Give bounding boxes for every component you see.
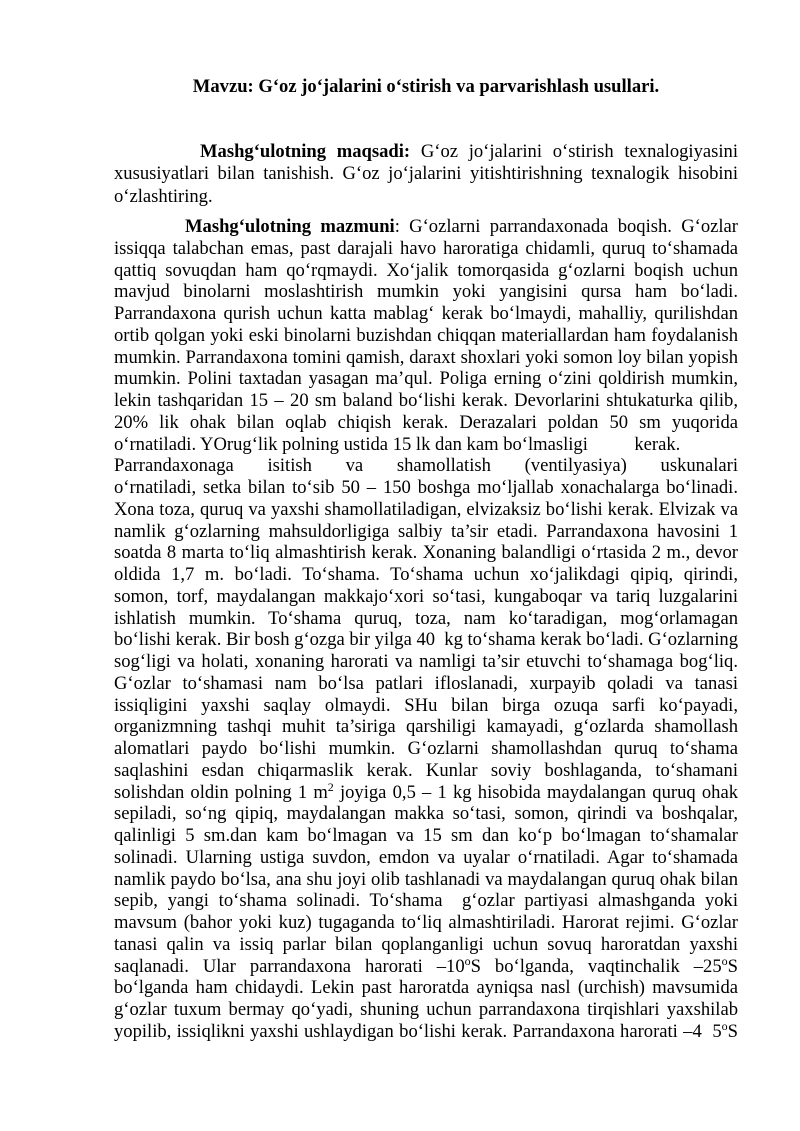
line-text: somon, torf, maydalangan makkajo‘xori so‘tasi, kungaboqar va tariq luzgalarini	[114, 585, 738, 607]
line-text: G‘ozlar to‘shamasi nam bo‘lsa patlari ifloslanadi, xurpayib qoladi va tanasi	[114, 672, 738, 694]
text-line	[114, 542, 738, 564]
text-line	[114, 163, 738, 185]
text-line	[114, 303, 738, 325]
text-line	[114, 325, 738, 347]
superscript: o	[721, 953, 728, 968]
line-text: mavjud binolarni moslashtirish mumkin yoki yangisini qursa ham bo‘ladi.	[114, 281, 738, 303]
text-line	[114, 977, 738, 999]
text-line	[114, 779, 738, 804]
line-text: o‘rnatiladi, setka bilan to‘sib 50 – 150 boshga mo‘ljallab xonachalarga bo‘linadi.	[114, 477, 738, 498]
line-text	[114, 1018, 738, 1042]
line-text: sog‘ligi va holati, xonaning harorati va namligi ta’sir etuvchi to‘shamaga bog‘liq.	[114, 651, 738, 672]
text-line	[114, 738, 738, 760]
line-text: ortib qolgan yoki eski binolarni buzishdan chiqqan materiallardan ham foydalanish	[114, 324, 738, 346]
text-line	[114, 760, 738, 782]
line-segment: saqlanadi. Ular parrandaxona harorati –10	[114, 955, 465, 977]
line-segment: : G‘ozlarni parrandaxonada boqish. G‘ozlar	[394, 216, 739, 237]
line-text: bo‘lishi kerak. Bir bosh g‘ozga bir yilga 40 kg to‘shama kerak bo‘ladi. G‘ozlarning	[114, 629, 738, 651]
text-line	[114, 434, 738, 456]
line-text: solinadi. Ularning ustiga suvdon, emdon va uyalar o‘rnatiladi. Agar to‘shamada	[114, 846, 738, 868]
text-line	[114, 629, 738, 651]
goal-paragraph	[114, 141, 738, 208]
line-text	[114, 953, 738, 977]
line-text: issiqligini yaxshi saqlay olmaydi. SHu bilan birga ozuqa sarfi ko‘payadi,	[114, 694, 738, 716]
line-text: oldida 1,7 m. bo‘ladi. To‘shama. To‘shama uchun xo‘jalikdagi qipiq, qirindi,	[114, 564, 738, 585]
line-text: soatda 8 marta to‘liq almashtirish kerak. Xonaning balandligi o‘rtasida 2 m., devor	[114, 542, 738, 564]
text-line	[114, 260, 738, 282]
line-segment: S bo‘lganda, vaqtinchalik –25	[470, 955, 722, 977]
goal-label: Mashg‘ulotning maqsadi:	[200, 141, 411, 162]
text-line	[114, 803, 738, 825]
line-text: g‘ozlar tuxum bermay qo‘yadi, shuning uchun parrandaxona tirqishlari yaxshilab	[114, 999, 738, 1020]
line-segment: solishdan oldin polning 1 m	[114, 781, 328, 803]
line-text: qalinligi 5 sm.dan kam bo‘lmagan va 15 sm dan ko‘p bo‘lmagan to‘shamalar	[114, 825, 738, 846]
line-text	[200, 141, 738, 162]
text-line	[114, 141, 738, 163]
document-title: Mavzu: G‘oz jo‘jalarini o‘stirish va parvarishlash usullari.	[192, 76, 660, 97]
line-text: sepib, yangi to‘shama solinadi. To‘shama g‘ozlar partiyasi almashganda yoki	[114, 890, 738, 912]
text-line	[114, 368, 738, 390]
line-text: issiqqa talabchan emas, past darajali havo haroratiga chidamli, quruq to‘shamada	[114, 237, 738, 259]
line-text: qattiq sovuqdan ham qo‘rqmaydi. Xo‘jalik tomorqasida g‘ozlarni boqish uchun	[114, 259, 738, 281]
line-text: mumkin. Polini taxtadan yasagan ma’qul. Poliga erning o‘zini qoldirish mumkin,	[114, 368, 738, 390]
text-line	[114, 499, 738, 521]
text-line	[114, 216, 738, 238]
text-line	[114, 953, 738, 978]
line-text: o‘zlashtiring.	[114, 185, 213, 207]
text-line	[114, 186, 738, 208]
content-paragraph	[114, 216, 738, 1043]
text-line	[114, 825, 738, 847]
line-text	[185, 216, 738, 237]
text-line	[114, 869, 738, 891]
text-line	[114, 455, 738, 477]
text-line	[114, 651, 738, 673]
superscript: o	[464, 953, 471, 968]
text-line	[114, 564, 738, 586]
text-line	[114, 999, 738, 1021]
line-text: Xona toza, quruq va yaxshi shamollatiladigan, elvizaksiz bo‘lishi kerak. Elvizak va	[114, 498, 738, 520]
line-text: bo‘lganda ham chidaydi. Lekin past haroratda ayniqsa nasl (urchish) mavsumida	[114, 977, 738, 999]
text-line	[114, 521, 738, 543]
text-line	[114, 716, 738, 738]
text-line	[114, 477, 738, 499]
line-segment: S	[727, 955, 738, 977]
superscript: 2	[327, 779, 334, 794]
line-text: Parrandaxona qurish uchun katta mablag‘ kerak bo‘lmaydi, mahalliy, qurilishdan	[114, 303, 738, 324]
text-line	[114, 847, 738, 869]
line-text: mavsum (bahor yoki kuz) tugaganda to‘liq almashtiriladi. Harorat rejimi. G‘ozlar	[114, 912, 738, 933]
text-line	[114, 586, 738, 608]
text-line	[114, 347, 738, 369]
line-text: mumkin. Parrandaxona tomini qamish, daraxt shoxlari yoki somon loy bilan yopish	[114, 346, 738, 368]
line-text: 20% lik ohak bilan oqlab chiqish kerak. Derazalari poldan 50 sm yuqorida	[114, 411, 738, 433]
text-line	[114, 912, 738, 934]
text-line	[114, 1018, 738, 1043]
line-segment: G‘oz jo‘jalarini o‘stirish texnalogiyasini	[410, 141, 738, 162]
line-text	[114, 779, 738, 803]
text-line	[114, 673, 738, 695]
text-line	[114, 238, 738, 260]
line-text: o‘rnatiladi. YOrug‘lik polning ustida 15 lk dan kam bo‘lmasligi kerak.	[114, 433, 681, 455]
line-segment: yopilib, issiqlikni yaxshi ushlaydigan bo‘lishi kerak. Parrandaxona harorati –4 5	[114, 1020, 722, 1042]
line-text: tanasi qalin va issiq parlar bilan qoplanganligi uchun sovuq haroratdan yaxshi	[114, 933, 738, 955]
line-text: xususiyatlari bilan tanishish. G‘oz jo‘jalarini yitishtirishning texnalogik hisobini	[114, 163, 738, 185]
text-line	[114, 695, 738, 717]
line-segment: joyiga 0,5 – 1 kg hisobida maydalangan quruq ohak	[333, 781, 738, 803]
text-line	[114, 608, 738, 630]
line-text: lekin tashqaridan 15 – 20 sm baland bo‘lishi kerak. Devorlarini shtukaturka qilib,	[114, 390, 738, 411]
text-line	[114, 934, 738, 956]
line-text: namlik g‘ozlarning mahsuldorligiga salbiy ta’sir etadi. Parrandaxona havosini 1	[114, 520, 738, 542]
line-text: sepiladi, so‘ng qipiq, maydalangan makka so‘tasi, somon, qirindi va boshqalar,	[114, 803, 738, 825]
text-line	[114, 390, 738, 412]
line-text: ishlatish mumkin. To‘shama quruq, toza, nam ko‘taradigan, mog‘orlamagan	[114, 607, 738, 629]
line-segment: S	[727, 1020, 738, 1042]
text-line	[114, 890, 738, 912]
superscript: o	[721, 1018, 728, 1033]
text-line	[114, 281, 738, 303]
text-line	[114, 412, 738, 434]
line-text: organizmning tashqi muhit ta’siriga qarshiligi kamayadi, g‘ozlarda shamollash	[114, 716, 738, 738]
line-text: saqlashini esdan chiqarmaslik kerak. Kunlar soviy boshlaganda, to‘shamani	[114, 759, 738, 781]
line-text: namlik paydo bo‘lsa, ana shu joyi olib tashlanadi va maydalangan quruq ohak bilan	[114, 868, 738, 890]
line-text: alomatlari paydo bo‘lishi mumkin. G‘ozlarni shamollashdan quruq to‘shama	[114, 738, 738, 759]
line-text: Parrandaxonaga isitish va shamollatish (ventilyasiya) uskunalari	[114, 455, 738, 477]
content-label: Mashg‘ulotning mazmuni	[185, 216, 395, 237]
